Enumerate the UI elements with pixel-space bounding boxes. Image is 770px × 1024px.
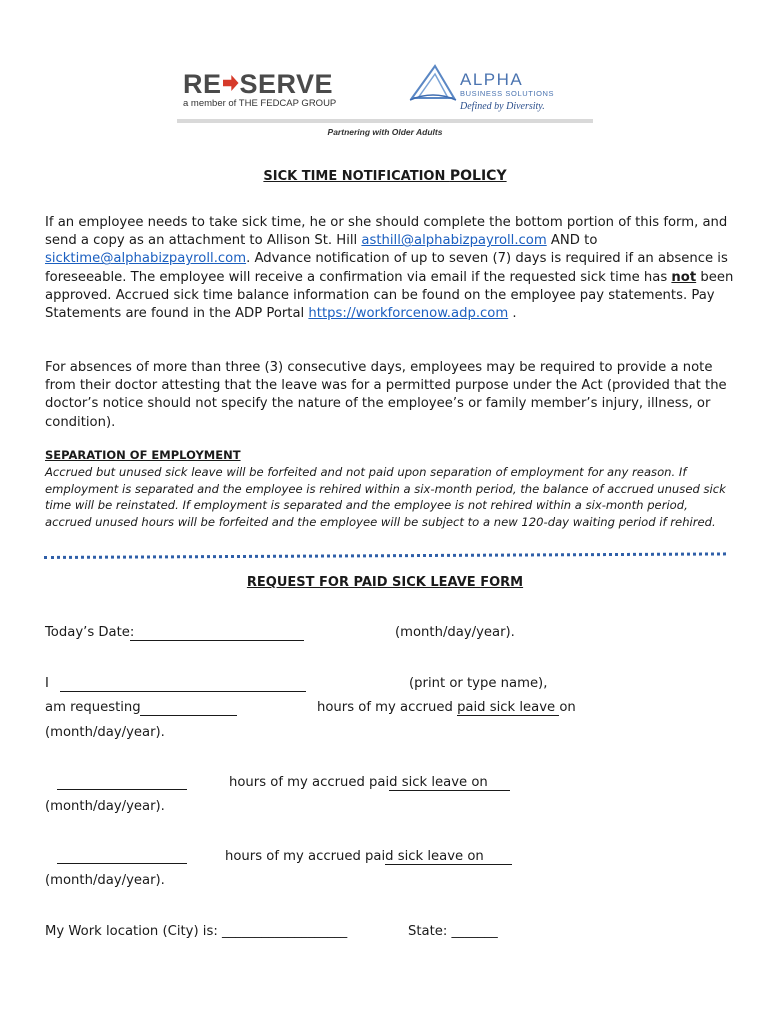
email-link-sicktime[interactable]: sicktime@alphabizpayroll.com bbox=[45, 251, 247, 267]
hours-line-2: hours of my accrued paid sick leave on bbox=[229, 775, 510, 790]
am-requesting-label: am requesting bbox=[45, 700, 141, 715]
hours-line-1: hours of my accrued paid sick leave on bbox=[317, 700, 576, 715]
p1-text-3: . Advance notification of up to seven (7) days is required if an absence is foreseeable. The employee will receive a confirmation via email if the requested sick time has bbox=[45, 251, 728, 285]
state-field[interactable]: State: _______ bbox=[408, 924, 498, 939]
print-hint: (print or type name), bbox=[409, 676, 548, 691]
hours-field-1[interactable] bbox=[140, 701, 237, 716]
work-location-field[interactable]: My Work location (City) is: ___________________ bbox=[45, 924, 348, 939]
policy-title-b: POLICY bbox=[449, 168, 507, 184]
arrow-icon bbox=[223, 75, 239, 91]
header-divider bbox=[177, 119, 593, 123]
alpha-triangle-icon bbox=[408, 64, 458, 104]
hours-field-3[interactable] bbox=[57, 849, 187, 864]
p1-text-4: been approved. Accrued sick time balance information can be found on the employee pay statements. Pay Statements are found in the ADP Portal bbox=[45, 269, 734, 322]
date-hint-3: (month/day/year). bbox=[45, 799, 165, 814]
reserve-logo-left: RE bbox=[183, 69, 222, 99]
policy-title bbox=[0, 168, 770, 184]
alpha-logo bbox=[408, 64, 578, 114]
alpha-name: ALPHA bbox=[460, 70, 524, 89]
hours-field-2[interactable] bbox=[57, 775, 187, 790]
i-label: I bbox=[45, 676, 49, 691]
reserve-logo-right: SERVE bbox=[239, 69, 334, 99]
form-title: REQUEST FOR PAID SICK LEAVE FORM bbox=[246, 575, 524, 590]
p1-text-5: . bbox=[508, 306, 517, 322]
separation-title: SEPARATION OF EMPLOYMENT bbox=[45, 448, 241, 462]
todays-date-label: Today’s Date: bbox=[45, 625, 135, 640]
policy-paragraph-2: For absences of more than three (3) consecutive days, employees may be required to provide a note from their doctor attesting that the leave was for a permitted purpose under the Act (provided that the doctor’s notice should not specify the nature of the employee’s or family member’s injury, illness, or condition). bbox=[45, 360, 727, 430]
email-link-asthill[interactable]: asthill@alphabizpayroll.com bbox=[361, 233, 547, 249]
date-hint-4: (month/day/year). bbox=[45, 873, 165, 888]
cut-line-divider bbox=[44, 552, 726, 559]
date-hint-2: (month/day/year). bbox=[45, 725, 165, 740]
alpha-motto: Defined by Diversity. bbox=[460, 101, 545, 112]
alpha-subtitle: BUSINESS SOLUTIONS bbox=[460, 89, 555, 98]
separation-body: Accrued but unused sick leave will be forfeited and not paid upon separation of employment for any reason. If employment is separated and the employee is rehired within a six-month period, the balance of accrued unused sick time will be reinstated. If employment is separated and the employee is not rehired within a six-month period, accrued unused hours will be forfeited and the employee will be subject to a new 120-day waiting period if rehired. bbox=[45, 465, 726, 529]
hours-line-3: hours of my accrued paid sick leave on bbox=[225, 849, 512, 864]
p1-text-2: AND to bbox=[546, 233, 598, 249]
adp-portal-link[interactable]: https://workforcenow.adp.com bbox=[308, 306, 509, 322]
employee-name-field[interactable] bbox=[60, 677, 306, 692]
policy-paragraph-1 bbox=[45, 214, 735, 323]
todays-date-field[interactable] bbox=[130, 626, 304, 641]
date-hint-1: (month/day/year). bbox=[395, 625, 515, 640]
reserve-logo bbox=[183, 70, 379, 109]
p1-text-1: If an employee needs to take sick time, he or she should complete the bottom portion of this form, and send a copy as an attachment to Allison St. Hill bbox=[45, 215, 728, 249]
reserve-tagline: a member of THE FEDCAP GROUP bbox=[183, 98, 337, 109]
policy-title-a: SICK TIME NOTIFICATION bbox=[263, 169, 450, 184]
partner-line: Partnering with Older Adults bbox=[327, 127, 443, 137]
not-emphasis: not bbox=[671, 269, 697, 285]
